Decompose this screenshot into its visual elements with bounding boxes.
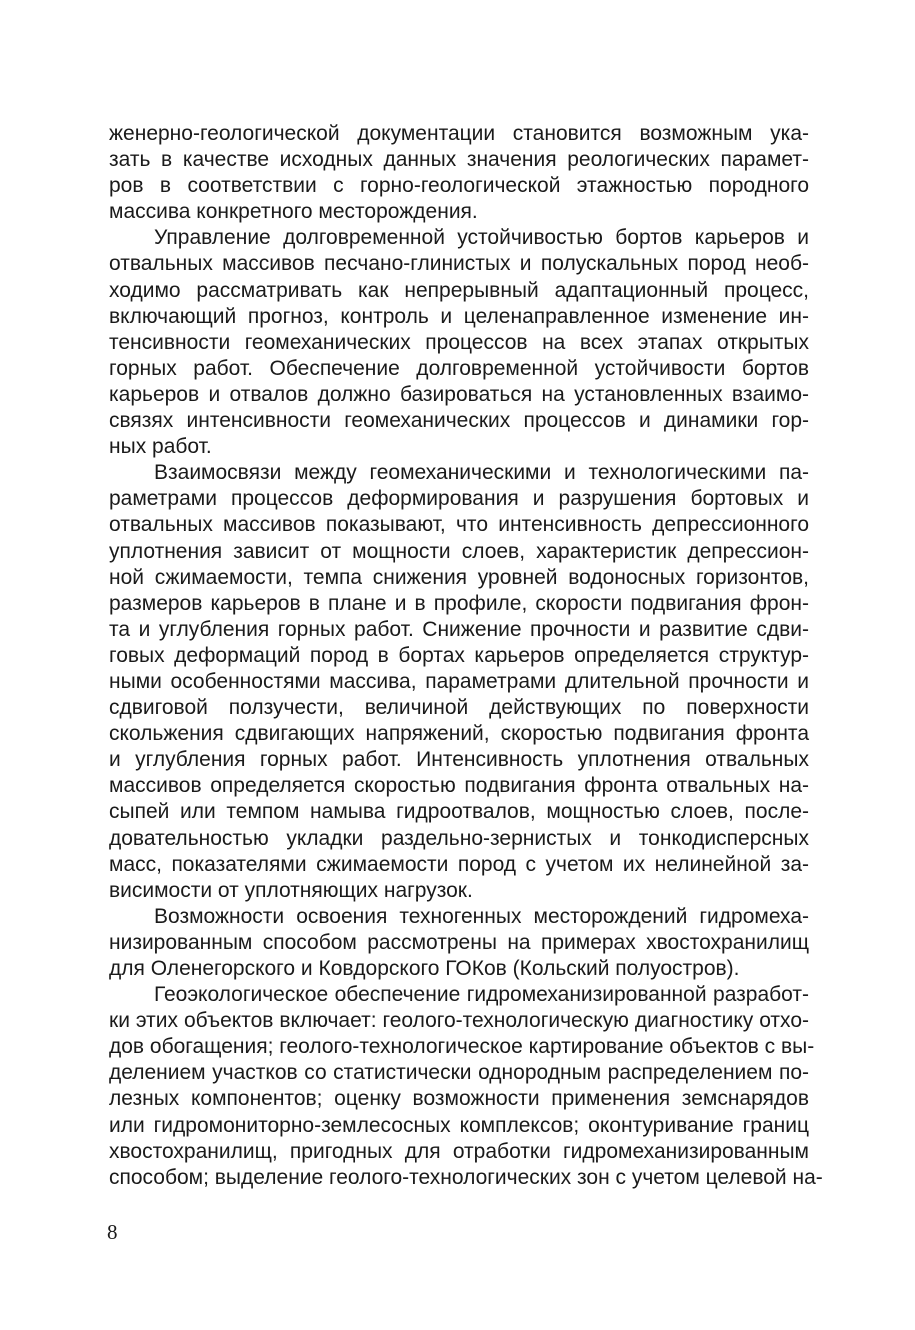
- text-line: ными особенностями массива, параметрами длительной прочности и: [109, 669, 809, 693]
- text-line: способом; выделение геолого-технологических зон с учетом целевой на-: [109, 1165, 823, 1189]
- text-line: включающий прогноз, контроль и целенаправленное изменение ин-: [109, 304, 809, 328]
- text-line: ров в соответствии с горно-геологической этажностью породного: [109, 174, 809, 198]
- text-line: раметрами процессов деформирования и разрушения бортовых и: [109, 487, 809, 511]
- text-line: или гидромониторно-землесосных комплексов; оконтуривание границ: [109, 1113, 809, 1137]
- text-line: скольжения сдвигающих напряжений, скоростью подвигания фронта: [109, 722, 809, 746]
- text-line: массивов определяется скоростью подвигания фронта отвальных на-: [109, 774, 809, 798]
- body-text: [109, 121, 823, 1191]
- text-line: ки этих объектов включает: геолого-технологическую диагностику отхо-: [109, 1009, 809, 1033]
- text-line: Управление долговременной устойчивостью бортов карьеров и: [154, 226, 809, 250]
- text-line: довательностью укладки раздельно-зернистых и тонкодисперсных: [109, 826, 809, 850]
- page-number: 8: [107, 1220, 118, 1244]
- text-line: ходимо рассматривать как непрерывный адаптационный процесс,: [109, 278, 809, 302]
- text-line: сыпей или темпом намыва гидроотвалов, мощностью слоев, после-: [109, 800, 809, 824]
- text-line: уплотнения зависит от мощности слоев, характеристик депрессион-: [109, 539, 809, 563]
- text-line: размеров карьеров в плане и в профиле, скорости подвигания фрон-: [109, 591, 809, 615]
- text-line: Взаимосвязи между геомеханическими и технологическими па-: [154, 461, 809, 485]
- text-line: зать в качестве исходных данных значения реологических парамет-: [109, 148, 809, 172]
- text-line: женерно-геологической документации становится возможным ука-: [109, 122, 809, 145]
- text-line: масс, показателями сжимаемости пород с учетом их нелинейной за-: [109, 852, 809, 876]
- text-line: ных работ.: [109, 435, 212, 459]
- text-line: говых деформаций пород в бортах карьеров определяется структур-: [109, 643, 809, 667]
- text-line: массива конкретного месторождения.: [109, 200, 478, 224]
- text-line: сдвиговой ползучести, величиной действующих по поверхности: [109, 696, 809, 720]
- text-line: связях интенсивности геомеханических процессов и динамики гор-: [109, 409, 809, 433]
- text-line: и углубления горных работ. Интенсивность уплотнения отвальных: [109, 748, 809, 772]
- text-line: карьеров и отвалов должно базироваться на установленных взаимо-: [109, 382, 809, 406]
- text-line: для Оленегорского и Ковдорского ГОКов (Кольский полуостров).: [109, 957, 740, 980]
- text-line: горных работ. Обеспечение долговременной устойчивости бортов: [109, 356, 809, 380]
- text-line: лезных компонентов; оценку возможности применения земснарядов: [109, 1087, 809, 1111]
- text-line: делением участков со статистически однородным распределением по-: [109, 1061, 809, 1085]
- text-line: Геоэкологическое обеспечение гидромеханизированной разработ-: [154, 983, 809, 1007]
- text-line: низированным способом рассмотрены на примерах хвостохранилищ: [109, 930, 809, 954]
- text-line: висимости от уплотняющих нагрузок.: [109, 878, 473, 902]
- text-line: Возможности освоения техногенных месторождений гидромеха-: [154, 904, 809, 928]
- text-line: та и углубления горных работ. Снижение прочности и развитие сдви-: [109, 617, 809, 641]
- text-line: хвостохранилищ, пригодных для отработки гидромеханизированным: [109, 1139, 809, 1163]
- text-line: дов обогащения; геолого-технологическое картирование объектов с вы-: [109, 1035, 815, 1059]
- text-line: отвальных массивов показывают, что интенсивность депрессионного: [109, 513, 809, 537]
- text-line: тенсивности геомеханических процессов на всех этапах открытых: [109, 330, 809, 354]
- text-line: ной сжимаемости, темпа снижения уровней водоносных горизонтов,: [109, 565, 809, 589]
- text-line: отвальных массивов песчано-глинистых и полускальных пород необ-: [109, 252, 809, 276]
